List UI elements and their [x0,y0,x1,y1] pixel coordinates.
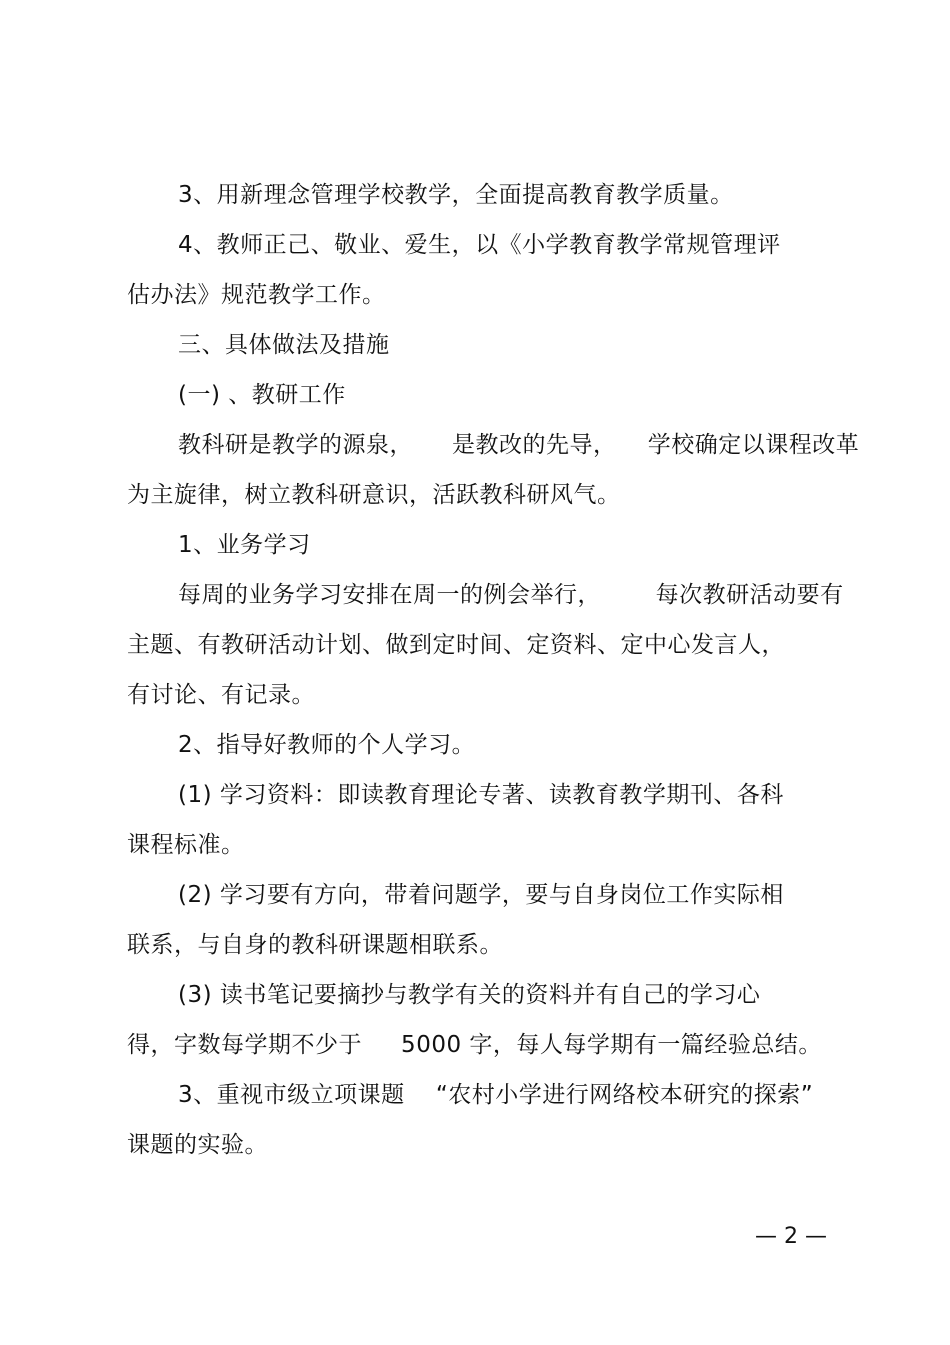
text-line: 3、重视市级立项课题 “农村小学进行网络校本研究的探索” [178,1082,814,1108]
text-line: 联系，与自身的教科研课题相联系。 [127,932,503,958]
text-line: 课题的实验。 [127,1132,268,1158]
text-line: 课程标准。 [127,832,245,858]
text-line: 得，字数每学期不少于 5000 字，每人每学期有一篇经验总结。 [127,1032,822,1058]
text-line: 4、教师正己、敬业、爱生，以《小学教育教学常规管理评 [178,232,781,258]
item-heading: 2、指导好教师的个人学习。 [178,732,476,758]
text-line: 主题、有教研活动计划、做到定时间、定资料、定中心发言人， [127,632,785,658]
text-line: 有讨论、有记录。 [127,682,315,708]
text-line: 3、用新理念管理学校教学，全面提高教育教学质量。 [178,182,734,208]
section-heading: 三、具体做法及措施 [178,332,390,358]
text-line: 为主旋律，树立教科研意识，活跃教科研风气。 [127,482,621,508]
page-number: — 2 — [755,1224,827,1249]
text-line: (3) 读书笔记要摘抄与教学有关的资料并有自己的学习心 [178,982,761,1008]
text-line: (1) 学习资料：即读教育理论专著、读教育教学期刊、各科 [178,782,784,808]
subsection-heading: (一) 、教研工作 [178,382,346,408]
text-line: 每周的业务学习安排在周一的例会举行， 每次教研活动要有 [178,582,844,608]
text-line: 教科研是教学的源泉， 是教改的先导， 学校确定以课程改革 [178,432,860,458]
item-heading: 1、业务学习 [178,532,311,558]
text-line: 估办法》规范教学工作。 [127,282,386,308]
text-line: (2) 学习要有方向，带着问题学，要与自身岗位工作实际相 [178,882,784,908]
